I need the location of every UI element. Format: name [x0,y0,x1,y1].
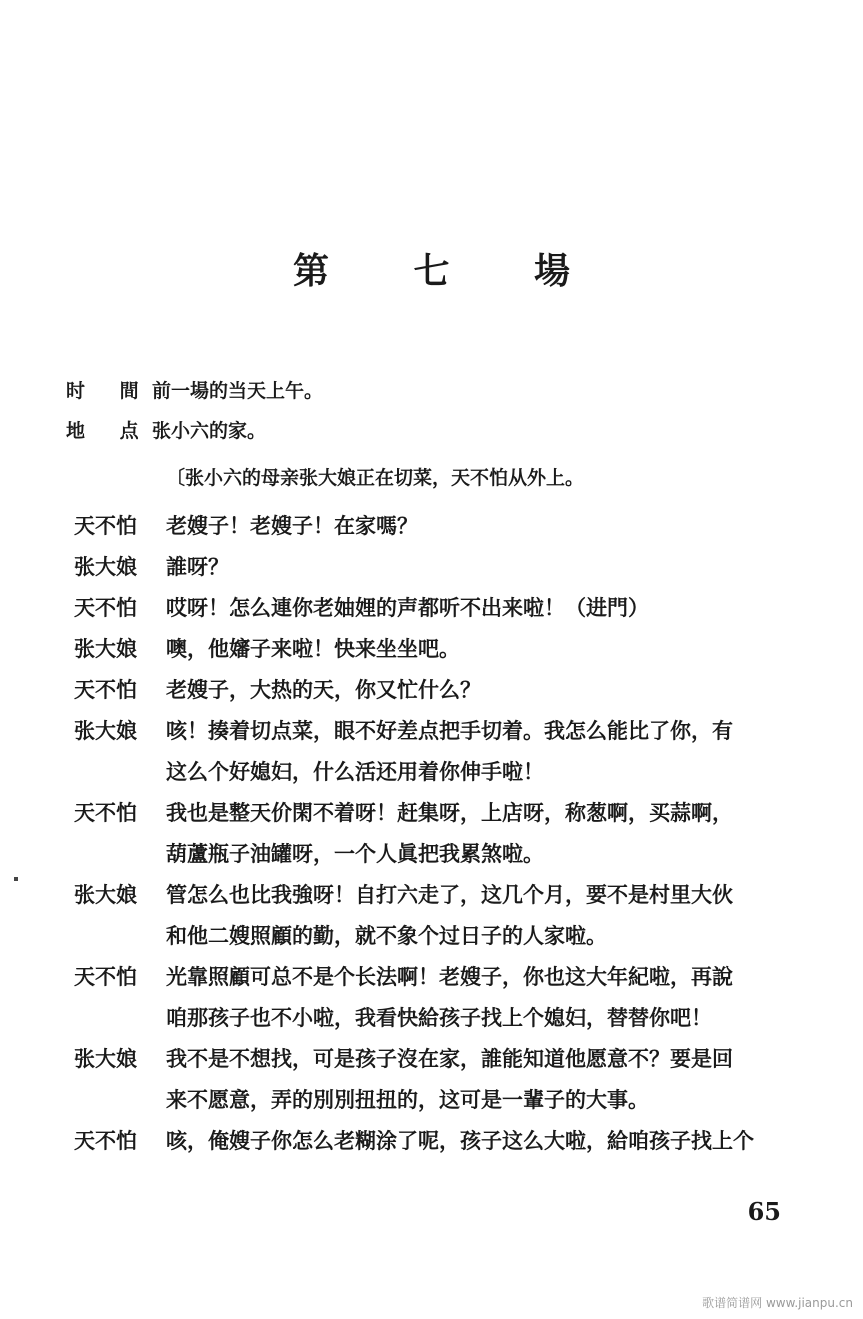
speaker: 天不怕 [74,513,137,538]
stage-direction: 〔张小六的母亲张大娘正在切菜，天不怕从外上。 [166,467,585,489]
speaker: 张大娘 [74,1046,137,1071]
time-label: 时 間 [66,380,153,402]
page-number: 65 [747,1197,781,1226]
speaker: 张大娘 [74,554,137,579]
scan-mark [14,877,18,881]
speech: 噢，他嬸子来啦！快来坐坐吧。 [166,636,460,661]
speech: 老嫂子！老嫂子！在家嗎？ [166,513,418,538]
speaker: 张大娘 [74,636,137,661]
speaker: 天不怕 [74,800,137,825]
dialogue-line [74,1038,814,1120]
dialogue-line [74,669,814,710]
place-label: 地 点 [66,420,153,442]
speech: 咳！揍着切点菜，眼不好差点把手切着。我怎么能比了你，有 这么个好媳妇，什么活还用着你伸手啦！ [166,718,733,784]
speaker: 天不怕 [74,964,137,989]
speech: 我也是整天价閑不着呀！赶集呀，上店呀，称葱啊，买蒜啊， 葫蘆瓶子油罐呀，一个人眞把我累煞啦。 [166,800,733,866]
speaker: 天不怕 [74,595,137,620]
dialogue-line [74,792,814,874]
dialogue-line [74,874,814,956]
dialogue [74,505,814,1161]
speech: 我不是不想找，可是孩子沒在家，誰能知道他愿意不？要是回 来不愿意，弄的別別扭扭的，这可是一輩子的大事。 [166,1046,733,1112]
dialogue-line [74,710,814,792]
speech: 咳，俺嫂子你怎么老糊涂了呢，孩子这么大啦，給咱孩子找上个 [166,1128,754,1153]
dialogue-line [74,956,814,1038]
dialogue-line [74,505,814,546]
time-row [66,376,323,403]
dialogue-line [74,587,814,628]
speech: 老嫂子，大热的天，你又忙什么？ [166,677,481,702]
speech: 誰呀？ [166,554,229,579]
place-row [66,416,266,443]
dialogue-line [74,1120,814,1161]
time-value: 前一場的当天上午。 [152,380,324,402]
speech: 管怎么也比我強呀！自打六走了，这几个月，要不是村里大伙 和他二嫂照顧的勤，就不象个过日子的人家啦。 [166,882,733,948]
watermark: 歌谱简谱网 www.jianpu.cn [702,1296,853,1310]
speech: 哎呀！怎么連你老妯娌的声都听不出来啦！（进門） [166,595,649,620]
place-value: 张小六的家。 [152,420,267,442]
speaker: 张大娘 [74,718,137,743]
dialogue-line [74,628,814,669]
speaker: 天不怕 [74,677,137,702]
speech: 光靠照顧可总不是个长法啊！老嫂子，你也这大年紀啦，再說 咱那孩子也不小啦，我看快給孩子找上个媳妇，替替你吧！ [166,964,733,1030]
dialogue-line [74,546,814,587]
speaker: 张大娘 [74,882,137,907]
speaker: 天不怕 [74,1128,137,1153]
scene-title: 第 七 場 [292,250,607,292]
